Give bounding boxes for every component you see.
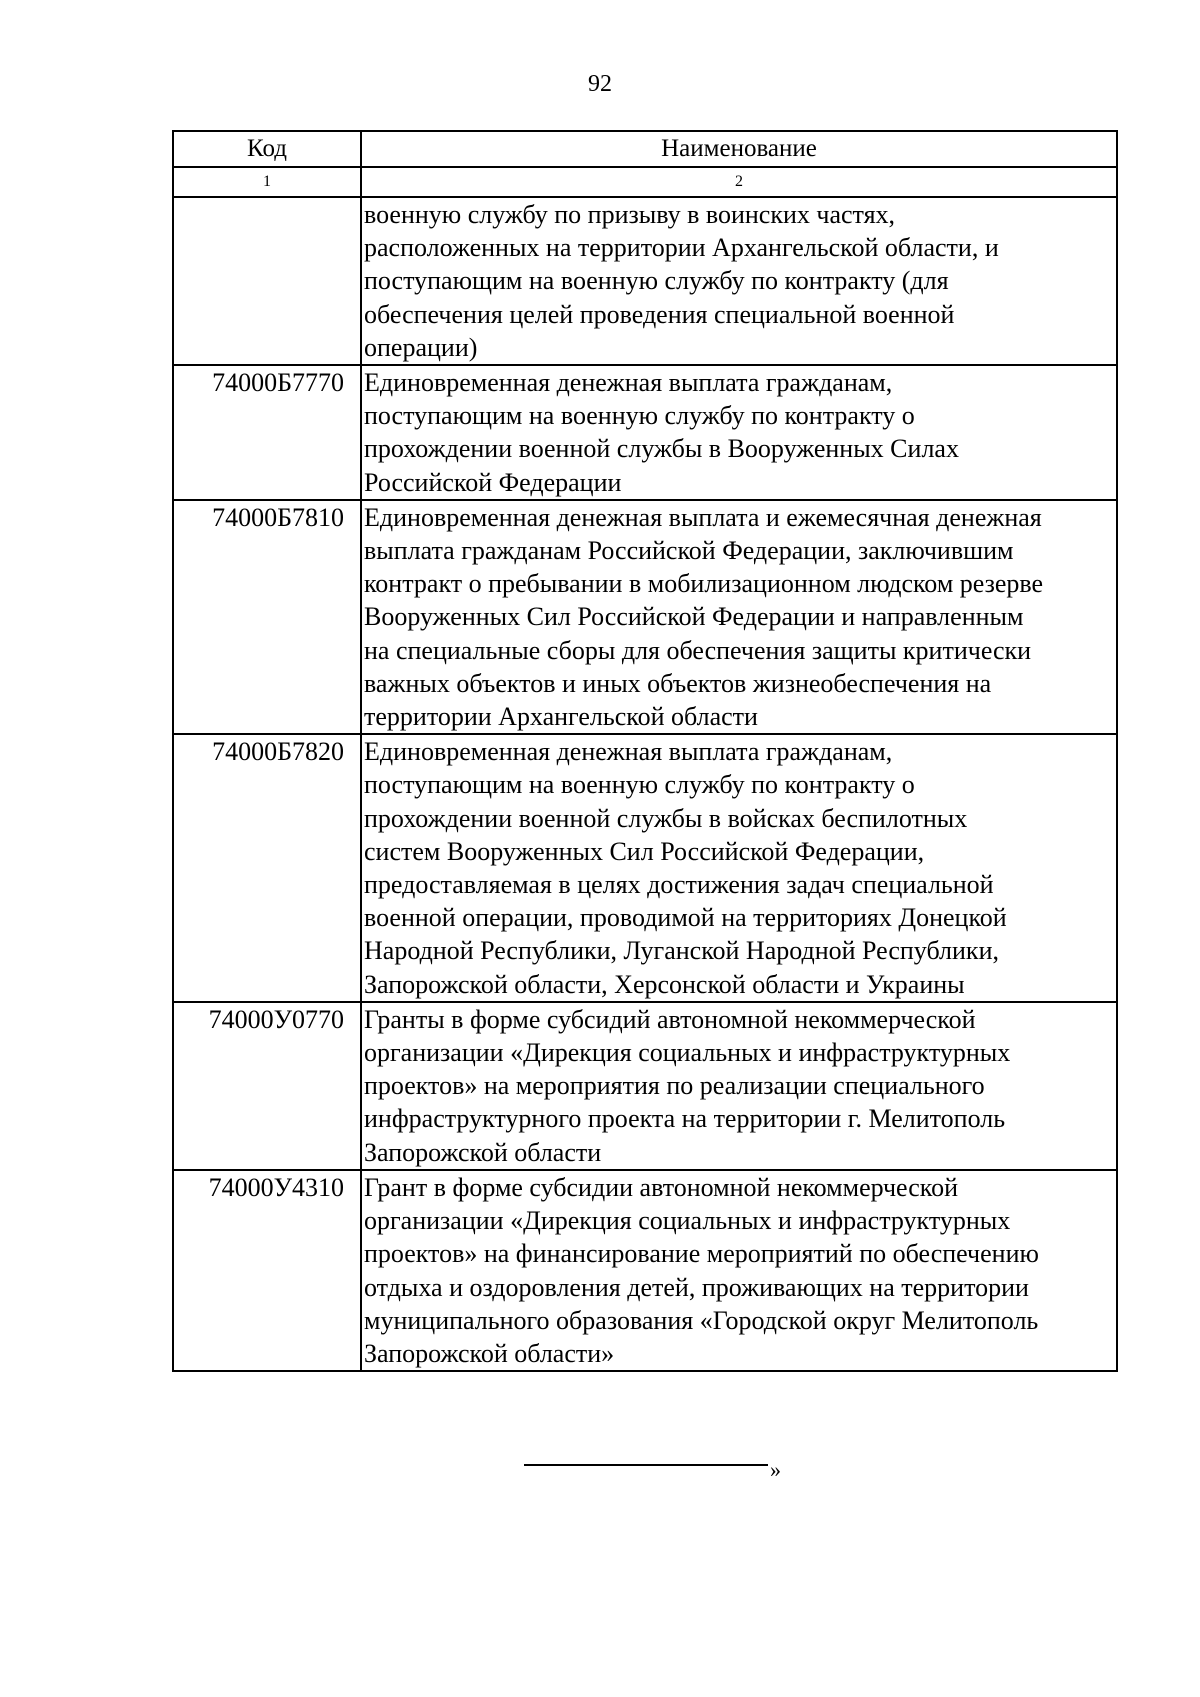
row-name-text: Единовременная денежная выплата гражданам, поступающим на военную службу по контракту о прохождении военной службы в Вооруженных Силах Российской Федерации: [364, 368, 959, 497]
table-row: [173, 1170, 1117, 1371]
page-number: 92: [588, 71, 612, 97]
row-name-text: военную службу по призыву в воинских частях, расположенных на территории Архангельской области, и поступающим на военную службу по контракту (для обеспечения целей проведения специальной военной операции): [364, 200, 999, 362]
row-code: 74000Б7820: [173, 734, 361, 1002]
row-name-text: Грант в форме субсидии автономной некоммерческой организации «Дирекция социальных и инфраструктурных проектов» на финансирование мероприятий по обеспечению отдыха и оздоровления детей, проживающих на территории муниципального образования «Городской округ Мелитополь Запорожской области»: [364, 1172, 1039, 1368]
row-code: 74000У0770: [173, 1002, 361, 1170]
table-row: [173, 197, 1117, 365]
table-row: [173, 734, 1117, 1002]
row-name-text: Единовременная денежная выплата и ежемесячная денежная выплата гражданам Российской Федерации, заключившим контракт о пребывании в мобилизационном людском резерве Вооруженных Сил Российской Федерации и направленным на специальные сборы для обеспечения защиты критически важных объектов и иных объектов жизнеобеспечения на территории Архангельской области: [364, 502, 1044, 732]
row-code: 74000У4310: [173, 1170, 361, 1371]
row-name: [361, 197, 1117, 365]
header-name: Наименование: [361, 131, 1117, 167]
table-header-row: [173, 131, 1117, 167]
closing-quote-mark: »: [770, 1457, 781, 1482]
row-code: [173, 197, 361, 365]
table-row: [173, 365, 1117, 500]
row-name: [361, 1002, 1117, 1170]
row-name-text: Гранты в форме субсидий автономной некоммерческой организации «Дирекция социальных и инфраструктурных проектов» на мероприятия по реализации специального инфраструктурного проекта на территории г. Мелитополь Запорожской области: [364, 1004, 1011, 1167]
closing-line: [524, 1464, 768, 1466]
row-code: 74000Б7810: [173, 500, 361, 734]
budget-codes-table: [172, 130, 1118, 1372]
table-row: [173, 1002, 1117, 1170]
column-number-row: [173, 167, 1117, 197]
table-row: [173, 500, 1117, 734]
column-number-1: 1: [173, 167, 361, 197]
column-number-2: 2: [361, 167, 1117, 197]
header-code: Код: [173, 131, 361, 167]
row-name: [361, 1170, 1117, 1371]
row-name: [361, 734, 1117, 1002]
row-name: [361, 365, 1117, 500]
row-name-text: Единовременная денежная выплата гражданам, поступающим на военную службу по контракту о прохождении военной службы в войсках беспилотных систем Вооруженных Сил Российской Федерации, предоставляемая в целях достижения задач специальной военной операции, проводимой на территориях Донецкой Народной Республики, Луганской Народной Республики, Запорожской области, Херсонской области и Украины: [364, 737, 1007, 999]
row-code: 74000Б7770: [173, 365, 361, 500]
row-name: [361, 500, 1117, 734]
